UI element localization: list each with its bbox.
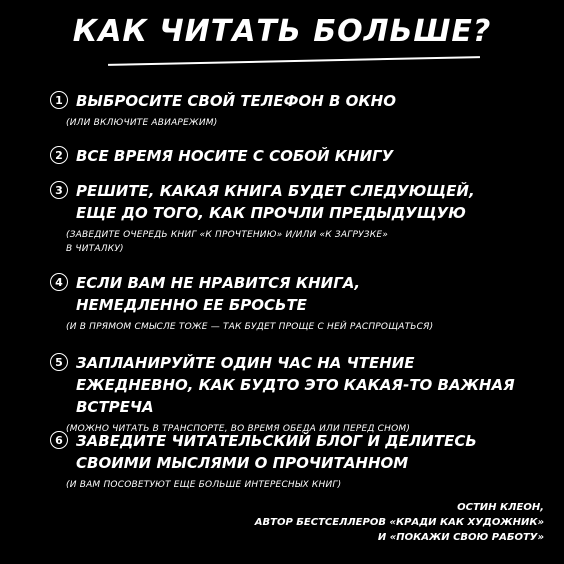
item-text-line: ЕСЛИ ВАМ НЕ НРАВИТСЯ КНИГА,: [76, 274, 361, 292]
item-text-line: ЕЩЕ ДО ТОГО, КАК ПРОЧЛИ ПРЕДЫДУЩУЮ: [76, 204, 466, 222]
item-text: [76, 272, 360, 316]
item-text-line: ЗАВЕДИТЕ ЧИТАТЕЛЬСКИЙ БЛОГ И ДЕЛИТЕСЬ: [76, 432, 477, 450]
item-text-line: ЕЖЕДНЕВНО, КАК БУДТО ЭТО КАКАЯ-ТО ВАЖНАЯ ВСТРЕЧА: [76, 376, 515, 416]
list-item: [50, 90, 550, 130]
item-note-line: В ЧИТАЛКУ): [66, 244, 124, 254]
item-text: [76, 180, 475, 224]
item-note: [66, 478, 550, 492]
item-number: 5: [50, 353, 68, 371]
signature-line: АВТОР БЕСТСЕЛЛЕРОВ «КРАДИ КАК ХУДОЖНИК»: [254, 517, 544, 528]
item-number: 4: [50, 273, 68, 291]
item-note: [66, 116, 550, 130]
list-item: [50, 180, 550, 256]
item-text-line: НЕМЕДЛЕННО ЕЕ БРОСЬТЕ: [76, 296, 307, 314]
item-note: [66, 320, 550, 334]
item-text-line: РЕШИТЕ, КАКАЯ КНИГА БУДЕТ СЛЕДУЮЩЕЙ,: [76, 182, 475, 200]
item-note: [66, 228, 550, 256]
item-text: [76, 352, 550, 418]
item-text: [76, 145, 393, 167]
item-text-line: ВЫБРОСИТЕ СВОЙ ТЕЛЕФОН В ОКНО: [76, 92, 396, 110]
item-number: 2: [50, 146, 68, 164]
list-item: [50, 352, 550, 436]
page-title: КАК ЧИТАТЬ БОЛЬШЕ?: [72, 14, 492, 49]
item-text: [76, 90, 396, 112]
item-text-line: СВОИМИ МЫСЛЯМИ О ПРОЧИТАННОМ: [76, 454, 409, 472]
item-note-line: (И ВАМ ПОСОВЕТУЮТ ЕЩЕ БОЛЬШЕ ИНТЕРЕСНЫХ КНИГ): [66, 480, 342, 490]
author-signature: [255, 500, 544, 545]
item-note-line: (И В ПРЯМОМ СМЫСЛЕ ТОЖЕ — ТАК БУДЕТ ПРОЩЕ С НЕЙ РАСПРОЩАТЬСЯ): [66, 322, 434, 332]
signature-line: ОСТИН КЛЕОН,: [457, 502, 544, 513]
list-item: [50, 430, 550, 492]
item-note-line: (ЗАВЕДИТЕ ОЧЕРЕДЬ КНИГ «К ПРОЧТЕНИЮ» И/ИЛИ «К ЗАГРУЗКЕ»: [66, 230, 388, 240]
item-number: 3: [50, 181, 68, 199]
signature-line: И «ПОКАЖИ СВОЮ РАБОТУ»: [377, 532, 544, 543]
item-note-line: (МОЖНО ЧИТАТЬ В ТРАНСПОРТЕ, ВО ВРЕМЯ ОБЕДА ИЛИ ПЕРЕД СНОМ): [66, 424, 411, 434]
list-item: [50, 272, 550, 334]
item-text: [76, 430, 477, 474]
item-note-line: (ИЛИ ВКЛЮЧИТЕ АВИАРЕЖИМ): [66, 118, 218, 128]
item-number: 6: [50, 431, 68, 449]
title-underline: [108, 56, 480, 66]
item-number: 1: [50, 91, 68, 109]
list-item: [50, 145, 550, 167]
item-text-line: ЗАПЛАНИРУЙТЕ ОДИН ЧАС НА ЧТЕНИЕ: [76, 354, 415, 372]
item-text-line: ВСЕ ВРЕМЯ НОСИТЕ С СОБОЙ КНИГУ: [76, 147, 394, 165]
